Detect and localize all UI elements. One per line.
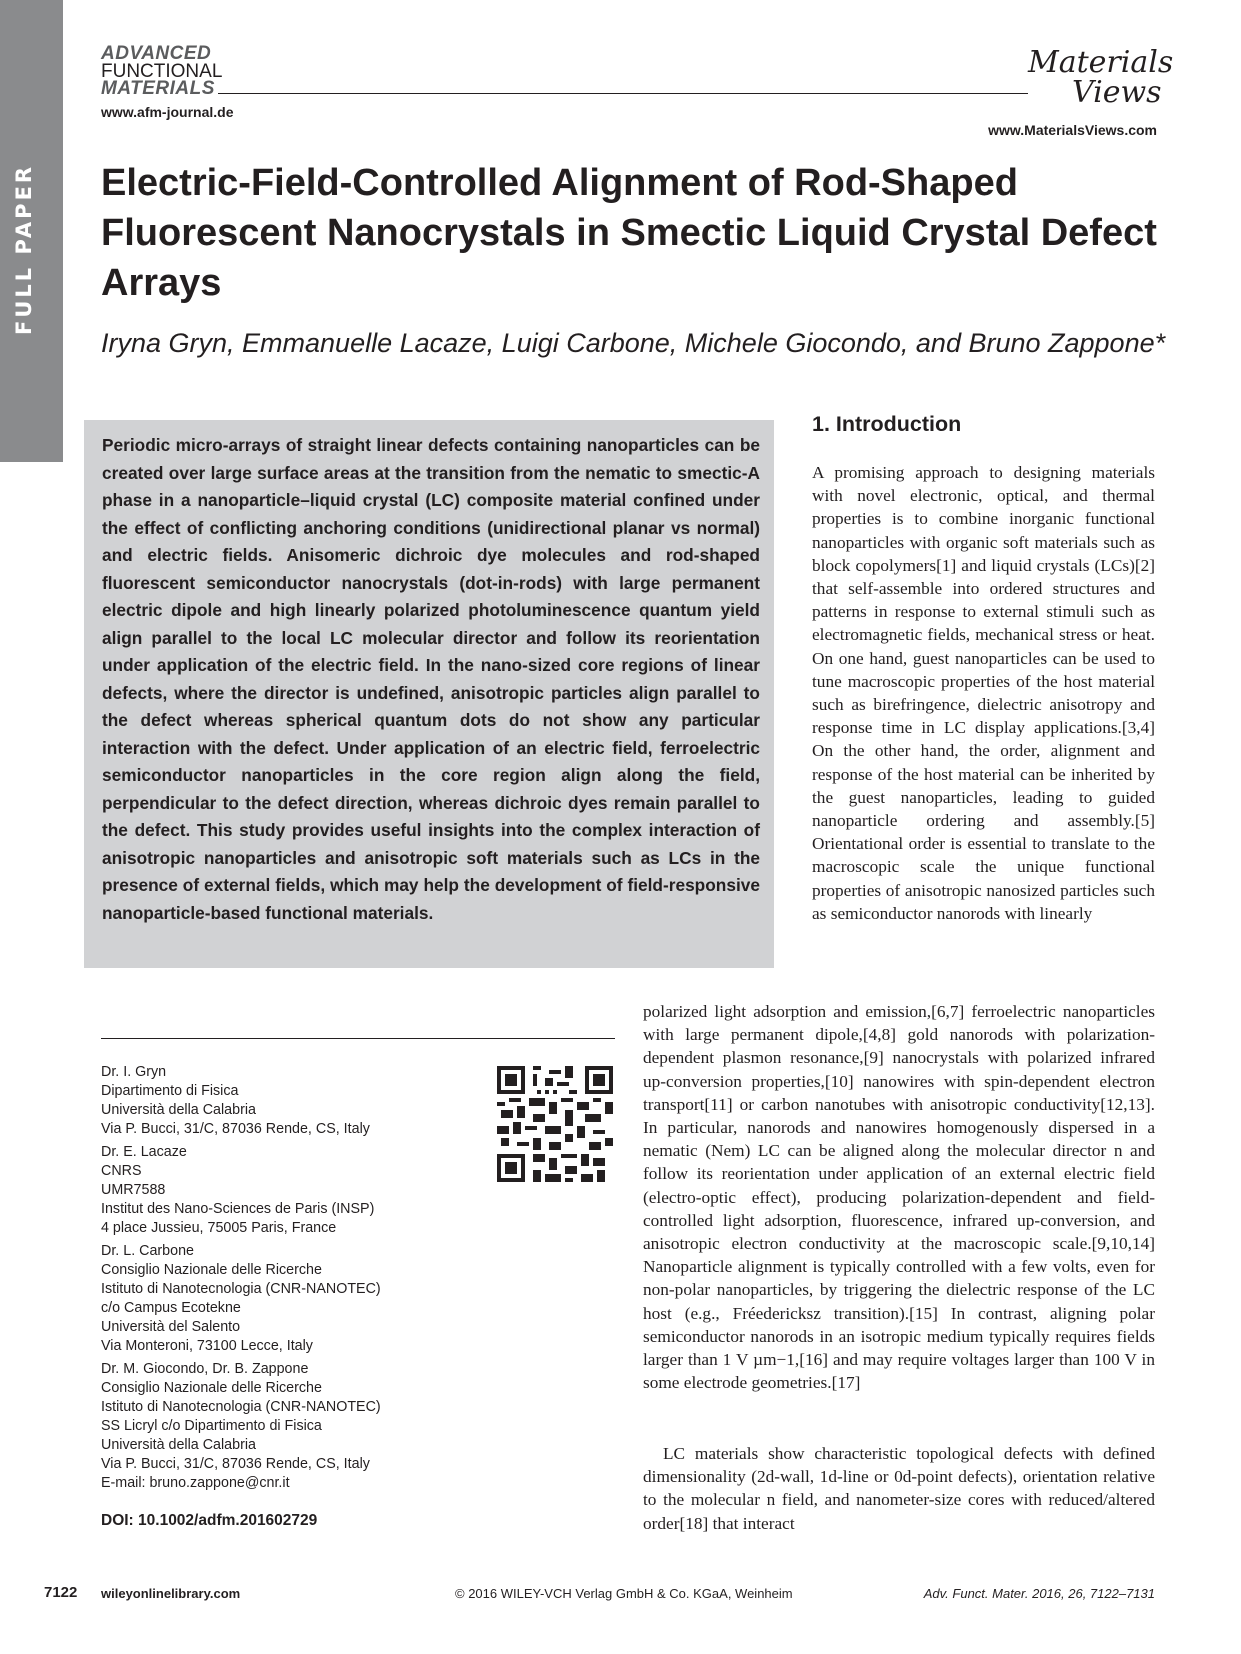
affiliation-line: Consiglio Nazionale delle Ricerche: [101, 1380, 322, 1396]
footer-citation: Adv. Funct. Mater. 2016, 26, 7122–7131: [923, 1586, 1155, 1601]
abstract-box: [84, 420, 774, 968]
journal-logo-line-3: MATERIALS: [101, 78, 215, 99]
affiliation-line: Dipartimento di Fisica: [101, 1083, 239, 1099]
affiliation-block: [101, 1063, 491, 1139]
article-title: Electric-Field-Controlled Alignment of Rod-Shaped Fluorescent Nanocrystals in Smectic Liquid Crystal Defect Arrays: [101, 162, 1157, 304]
affiliation-line: Institut des Nano-Sciences de Paris (INSP): [101, 1201, 375, 1217]
intro-paragraph-column: A promising approach to designing materials with novel electronic, optical, and thermal properties is to combine inorganic functional nanoparticles with organic soft materials such as block copolymers[1] and liquid crystals (LCs)[2] that self-assemble into ordered structures and patterns in response to external stimuli such as electromagnetic fields, mechanical stress or heat. On one hand, guest nanoparticles can be used to tune macroscopic properties of the host material such as birefringence, dielectric anisotropy and response time in LC display applications.[3,4] On the other hand, the order, alignment and response of the host material can be inherited by the guest nanoparticles, leading to guided nanoparticle ordering and assembly.[5] Orientational order is essential to translate to the macroscopic scale the unique functional properties of anisotropic nanosized particles such as semiconductor nanorods with linearly: [812, 463, 1155, 923]
intro-paragraph-2: LC materials show characteristic topological defects with defined dimensionality (2d-wall, 1d-line or 0d-point defects), orientation relative to the molecular n field, and nanometer-size cores with reduced/altered order[18] that interact: [643, 1444, 1155, 1533]
affiliation-line: Consiglio Nazionale delle Ricerche: [101, 1262, 322, 1278]
affiliation-line: CNRS: [101, 1163, 142, 1179]
mv-logo-line-2: Views: [1072, 75, 1162, 110]
affiliation-line: Università della Calabria: [101, 1437, 256, 1453]
affiliation-line: Università del Salento: [101, 1319, 241, 1335]
affiliation-line: Dr. E. Lacaze: [101, 1144, 187, 1160]
qr-code-icon[interactable]: [497, 1066, 613, 1182]
header-rule: [218, 93, 1028, 94]
affiliation-line: Dr. L. Carbone: [101, 1243, 194, 1259]
affiliation-line: c/o Campus Ecotekne: [101, 1300, 241, 1316]
intro-paragraph-wide: polarized light adsorption and emission,[6,7] ferroelectric nanoparticles with large permanent dipole,[4,8] gold nanorods with polarization-dependent plasmon resonance,[9] nanocrystals with polarized infrared up-conversion properties,[10] nanowires with spin-dependent electron transport[11] or carbon nanotubes with anisotropic conductivity[12,13]. In particular, nanorods and nanowires homogenously dispersed in a nematic (Nem) LC can be aligned along the molecular director n and follow its reorientation under application of an external electric field (electro-optic effect), producing polarization-dependent and field-controlled light adsorption, fluorescence, infrared up-conversion, and anisotropic electron conductivity at the macroscopic scale.[9,10,14] Nanoparticle alignment is typically controlled with a few volts, even for non-polar nanoparticles, by triggering the dielectric response of the LC host (e.g., Fréedericksz transition).[15] In contrast, aligning polar semiconductor nanorods in an isotropic medium typically requires fields larger than 1 V µm−1,[16] and may require voltages larger than 100 V in some electrode geometries.[17]: [643, 1002, 1155, 1393]
materialsviews-logo: [1028, 45, 1174, 110]
affiliation-line: Istituto di Nanotecnologia (CNR-NANOTEC): [101, 1399, 381, 1415]
affiliation-line: Università della Calabria: [101, 1102, 256, 1118]
section-heading: 1. Introduction: [812, 412, 962, 436]
affiliation-line: Dr. I. Gryn: [101, 1064, 167, 1080]
affiliation-line: Dr. M. Giocondo, Dr. B. Zappone: [101, 1361, 309, 1377]
affiliation-line: SS Licryl c/o Dipartimento di Fisica: [101, 1418, 322, 1434]
author-list: Iryna Gryn, Emmanuelle Lacaze, Luigi Carbone, Michele Giocondo, and Bruno Zappone*: [101, 328, 1166, 358]
journal-url[interactable]: www.afm-journal.de: [101, 104, 234, 120]
section-label: FULL PAPER: [12, 163, 36, 335]
mv-logo-line-1: Materials: [1028, 45, 1174, 80]
affiliation-line: Via P. Bucci, 31/C, 87036 Rende, CS, Italy: [101, 1456, 370, 1472]
affiliation-block: [101, 1143, 491, 1238]
affiliation-block: [101, 1242, 491, 1356]
affiliation-rule: [101, 1038, 615, 1039]
affiliation-block: [101, 1360, 491, 1493]
affiliations: [101, 1063, 491, 1497]
affiliation-line: 4 place Jussieu, 75005 Paris, France: [101, 1220, 337, 1236]
journal-logo-line-2: FUNCTIONAL: [101, 61, 223, 82]
contact-email[interactable]: E-mail: bruno.zappone@cnr.it: [101, 1475, 290, 1491]
affiliation-line: Via P. Bucci, 31/C, 87036 Rende, CS, Italy: [101, 1121, 370, 1137]
footer-copyright: © 2016 WILEY-VCH Verlag GmbH & Co. KGaA, Weinheim: [455, 1586, 793, 1601]
materialsviews-url[interactable]: www.MaterialsViews.com: [988, 122, 1157, 138]
footer-site-link[interactable]: wileyonlinelibrary.com: [101, 1586, 241, 1601]
abstract-text: Periodic micro-arrays of straight linear defects containing nanoparticles can be created over large surface areas at the transition from the nematic to smectic-A phase in a nanoparticle–liquid crystal (LC) composite material confined under the effect of conflicting anchoring conditions (unidirectional planar vs normal) and electric fields. Anisomeric dichroic dye molecules and rod-shaped fluorescent semiconductor nanocrystals (dot-in-rods) with large permanent electric dipole and high linearly polarized photoluminescence quantum yield align parallel to the local LC molecular director and follow its reorientation under application of the electric field. In the nano-sized core regions of linear defects, where the director is undefined, anisotropic particles align parallel to the defect whereas spherical quantum dots do not show any particular interaction with the defect. Under application of an electric field, ferroelectric semiconductor nanoparticles in the core region align along the field, perpendicular to the defect direction, whereas dichroic dyes remain parallel to the defect. This study provides useful insights into the complex interaction of anisotropic nanoparticles and anisotropic soft materials such as LCs in the presence of external fields, which may help the development of field-responsive nanoparticle-based functional materials.: [102, 435, 760, 923]
doi[interactable]: DOI: 10.1002/adfm.201602729: [101, 1512, 318, 1529]
affiliation-line: UMR7588: [101, 1182, 166, 1198]
page-number: 7122: [44, 1584, 78, 1601]
journal-logo-line-1: ADVANCED: [101, 43, 212, 64]
section-sidebar: [0, 0, 63, 462]
affiliation-line: Via Monteroni, 73100 Lecce, Italy: [101, 1338, 313, 1354]
affiliation-line: Istituto di Nanotecnologia (CNR-NANOTEC): [101, 1281, 381, 1297]
